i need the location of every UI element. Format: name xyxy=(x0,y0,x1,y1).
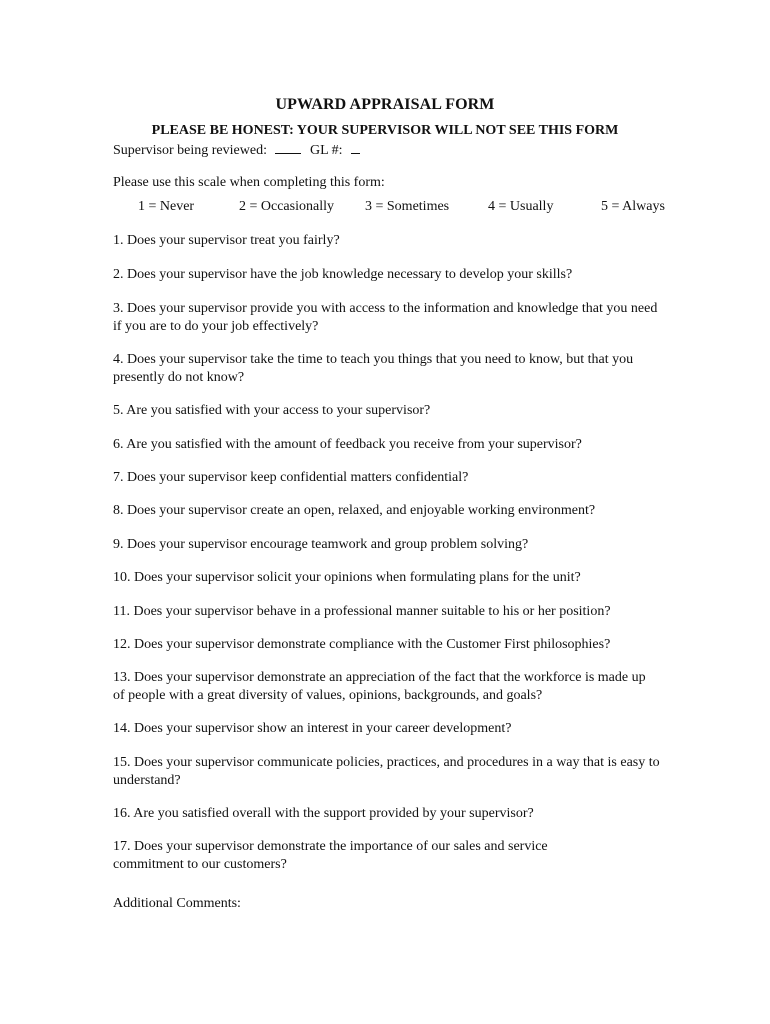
question-13: 13. Does your supervisor demonstrate an appreciation of the fact that the workforce is made up of people with a great diversity of values, opinions, backgrounds, and goals? xyxy=(113,670,646,703)
scale-sometimes: 3 = Sometimes xyxy=(365,199,450,214)
question-17: 17. Does your supervisor demonstrate the importance of our sales and service commitment to our customers? xyxy=(113,839,548,872)
question-16: 16. Are you satisfied overall with the support provided by your supervisor? xyxy=(113,806,534,821)
question-4: 4. Does your supervisor take the time to teach you things that you need to know, but that you presently do not know? xyxy=(113,352,634,385)
question-9: 9. Does your supervisor encourage teamwork and group problem solving? xyxy=(113,537,529,552)
supervisor-name-blank[interactable] xyxy=(275,141,301,154)
question-14: 14. Does your supervisor show an interest in your career development? xyxy=(113,721,512,736)
form-subtitle: PLEASE BE HONEST: YOUR SUPERVISOR WILL NOT SEE THIS FORM xyxy=(151,123,619,138)
question-10: 10. Does your supervisor solicit your opinions when formulating plans for the unit? xyxy=(113,570,581,585)
question-1: 1. Does your supervisor treat you fairly? xyxy=(113,233,340,248)
question-3: 3. Does your supervisor provide you with access to the information and knowledge that you need if you are to do your job effectively? xyxy=(113,301,658,334)
additional-comments-label: Additional Comments: xyxy=(113,896,241,911)
gl-number-blank[interactable] xyxy=(351,141,360,154)
form-title: UPWARD APPRAISAL FORM xyxy=(275,96,495,113)
supervisor-line xyxy=(113,141,360,160)
question-6: 6. Are you satisfied with the amount of feedback you receive from your supervisor? xyxy=(113,437,582,452)
question-11: 11. Does your supervisor behave in a professional manner suitable to his or her position? xyxy=(113,604,611,619)
question-12: 12. Does your supervisor demonstrate compliance with the Customer First philosophies? xyxy=(113,637,611,652)
question-7: 7. Does your supervisor keep confidential matters confidential? xyxy=(113,470,469,485)
supervisor-label: Supervisor being reviewed: xyxy=(113,143,267,158)
scale-occasionally: 2 = Occasionally xyxy=(239,199,334,214)
gl-label: GL #: xyxy=(309,143,343,158)
scale-always: 5 = Always xyxy=(601,199,665,214)
question-15: 15. Does your supervisor communicate policies, practices, and procedures in a way that is easy to understand? xyxy=(113,755,660,788)
scale-usually: 4 = Usually xyxy=(488,199,554,214)
scale-never: 1 = Never xyxy=(138,199,195,214)
scale-instruction: Please use this scale when completing this form: xyxy=(113,175,385,190)
question-5: 5. Are you satisfied with your access to your supervisor? xyxy=(113,403,431,418)
question-2: 2. Does your supervisor have the job knowledge necessary to develop your skills? xyxy=(113,267,573,282)
question-8: 8. Does your supervisor create an open, relaxed, and enjoyable working environment? xyxy=(113,503,596,518)
